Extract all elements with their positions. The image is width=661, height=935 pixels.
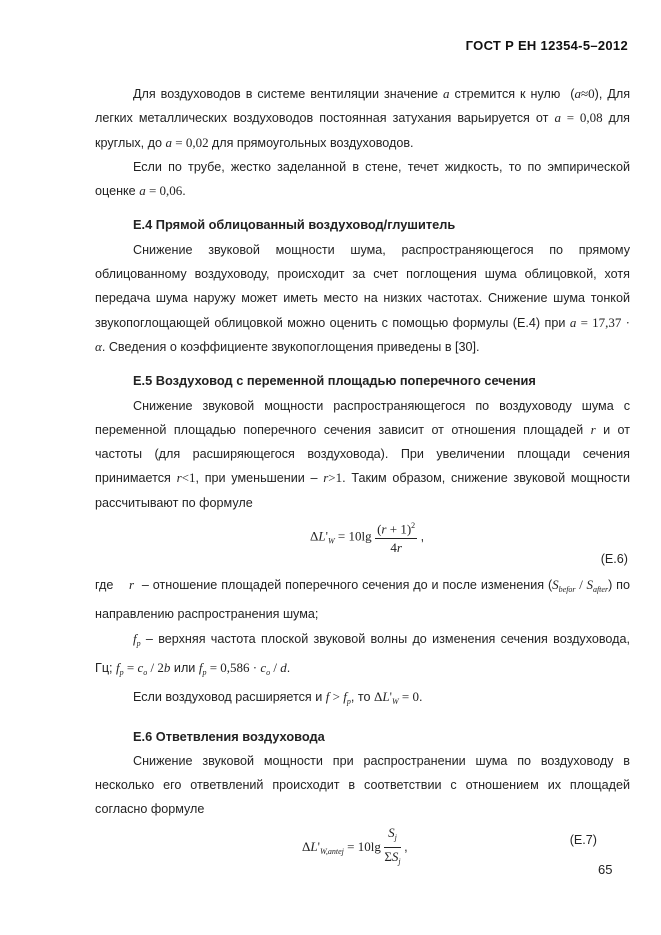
section-title-e4: Е.4 Прямой облицованный воздуховод/глушитель (133, 217, 456, 233)
formula-e6: $\Delta L'_W = 10\lg$ $\frac{(r + 1)^2}{4r}$ , (Е.6) (95, 515, 630, 569)
paragraph-attenuation: Для воздуховодов в системе вентиляции значение a стремится к нулю (a≈0), Для легких металлических воздуховодов постоянная затухания варьируется от a = 0,08 для круглых, до a = 0,02 для прямоугольных воздуховодов. (95, 86, 631, 150)
where-fp: $f_p$ – верхняя частота плоской звуковой волны до изменения сечения воздуховода, Гц; $f_p = c_o / 2b$ или $f_p = 0,586 \cdot c_o / d$. (95, 630, 631, 677)
section-title-e5: Е.5 Воздуховод с переменной площадью поперечного сечения (133, 373, 536, 389)
standard-header: ГОСТ Р ЕН 12354-5–2012 (465, 38, 628, 53)
page-number: 65 (598, 862, 613, 877)
paragraph-expansion: Если воздуховод расширяется и $f > f_p$, то $\Delta L'_W = 0$. (133, 689, 423, 707)
document-body (95, 82, 630, 882)
section-title-e6: Е.6 Ответвления воздуховода (133, 728, 325, 744)
equation-number-e7: (Е.7) (569, 832, 597, 847)
formula-e7: $\Delta L'_{W,antej} = 10\lg$ $\frac{S_j}{\Sigma S_j}$ , (Е.7) (302, 824, 597, 866)
paragraph-lined-duct: Снижение звуковой мощности шума, распространяющегося по прямому облицованному воздуховоду, происходит за счет поглощения шума облицовкой, хотя передача шума наружу может иметь место на низких частотах. Снижение шума тонкой звукопоглощающей облицовкой можно оценить с помощью формулы (Е.4) при a = 17,37 · α. Сведения о коэффициенте звукопоглощения приведены в [30]. (95, 242, 630, 354)
paragraph-variable-section: Снижение звуковой мощности распространяющегося по воздуховоду шума с переменной площадью поперечного сечения зависит от отношения площадей r и от частоты (для расширяющегося воздуховода). При увеличении площади сечения принимается r<1, при уменьшении – r>1. Таким образом, снижение звуковой мощности рассчитывают по формуле (95, 398, 631, 510)
paragraph-fluid: Если по трубе, жестко заделанной в стене, течет жидкость, то по эмпирической оценке a = 0,06. (95, 159, 630, 199)
equation-number-e6: (Е.6) (600, 552, 628, 567)
where-r: где r – отношение площадей поперечного сечения до и после изменения $(S_{befor} / S_{after})$ по направлению распространения шума; (95, 577, 630, 622)
paragraph-branches: Снижение звуковой мощности при распространении шума по воздуховоду в несколько его ответвлений происходит в соответствии с отношением их площадей согласно формуле (95, 753, 630, 817)
